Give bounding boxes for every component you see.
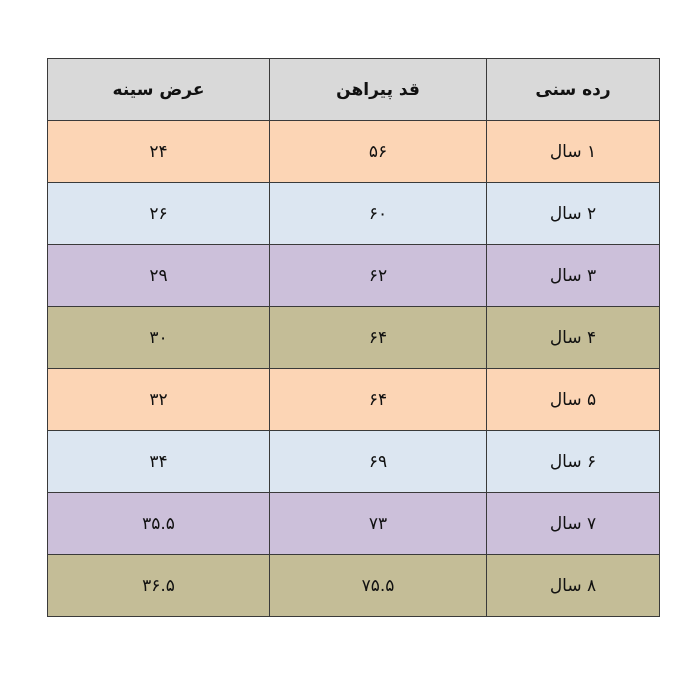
table-row bbox=[48, 245, 660, 307]
age-cell: ۵ سال bbox=[487, 369, 660, 431]
table-row bbox=[48, 121, 660, 183]
chest-width-cell: ۲۴ bbox=[48, 121, 270, 183]
age-cell: ۱ سال bbox=[487, 121, 660, 183]
header-chest-width: عرض سینه bbox=[48, 59, 270, 121]
chest-width-cell: ۳۴ bbox=[48, 431, 270, 493]
chest-width-cell: ۲۶ bbox=[48, 183, 270, 245]
shirt-length-cell: ۶۰ bbox=[270, 183, 487, 245]
age-cell: ۲ سال bbox=[487, 183, 660, 245]
table-row bbox=[48, 307, 660, 369]
chest-width-cell: ۲۹ bbox=[48, 245, 270, 307]
table-row bbox=[48, 183, 660, 245]
shirt-length-cell: ۷۳ bbox=[270, 493, 487, 555]
age-cell: ۷ سال bbox=[487, 493, 660, 555]
age-cell: ۴ سال bbox=[487, 307, 660, 369]
age-cell: ۸ سال bbox=[487, 555, 660, 617]
header-shirt-length: قد پیراهن bbox=[270, 59, 487, 121]
shirt-length-cell: ۶۲ bbox=[270, 245, 487, 307]
shirt-length-cell: ۶۹ bbox=[270, 431, 487, 493]
table-body bbox=[48, 121, 660, 617]
chest-width-cell: ۳۶.۵ bbox=[48, 555, 270, 617]
table-header-row bbox=[48, 59, 660, 121]
shirt-length-cell: ۶۴ bbox=[270, 307, 487, 369]
chest-width-cell: ۳۵.۵ bbox=[48, 493, 270, 555]
age-cell: ۶ سال bbox=[487, 431, 660, 493]
header-age-group: رده سنی bbox=[487, 59, 660, 121]
shirt-length-cell: ۵۶ bbox=[270, 121, 487, 183]
table-row bbox=[48, 493, 660, 555]
shirt-length-cell: ۷۵.۵ bbox=[270, 555, 487, 617]
table-row bbox=[48, 431, 660, 493]
table-row bbox=[48, 555, 660, 617]
table-row bbox=[48, 369, 660, 431]
chest-width-cell: ۳۰ bbox=[48, 307, 270, 369]
size-chart-table bbox=[47, 58, 660, 617]
shirt-length-cell: ۶۴ bbox=[270, 369, 487, 431]
chest-width-cell: ۳۲ bbox=[48, 369, 270, 431]
age-cell: ۳ سال bbox=[487, 245, 660, 307]
